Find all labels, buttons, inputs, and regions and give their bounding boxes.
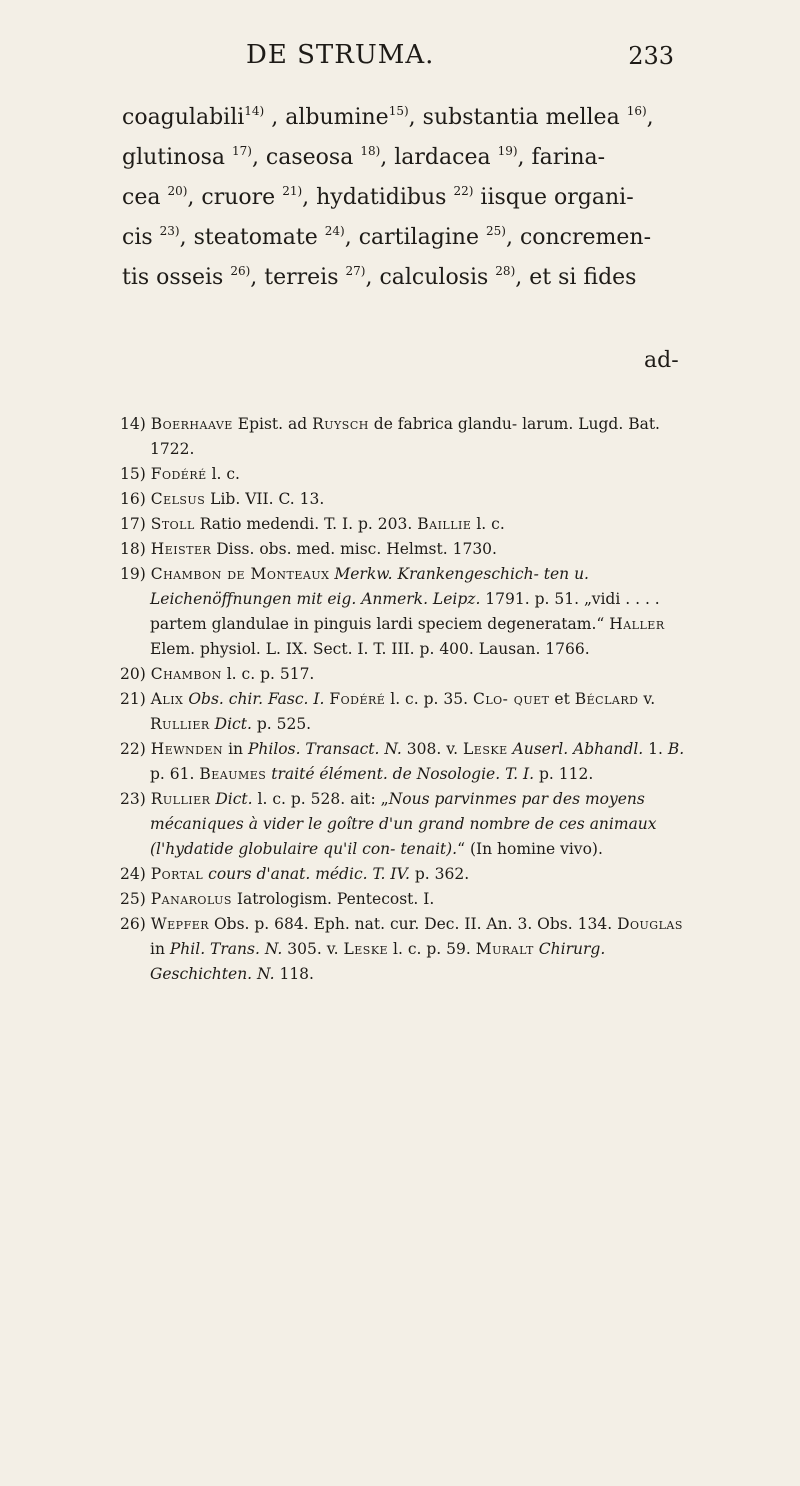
- text-run: 305. v.: [282, 940, 344, 958]
- footnote: [120, 512, 688, 537]
- author-name: Heister: [150, 540, 212, 558]
- author-name: Celsus: [150, 490, 206, 508]
- italic-title: Obs. chir. Fasc. I.: [188, 690, 325, 708]
- author-name: Béclard: [574, 690, 639, 708]
- text-run: cis: [122, 225, 160, 250]
- text-run: “ (In homine vivo).: [457, 840, 603, 858]
- text-run: Lib. VII. C. 13.: [205, 490, 325, 508]
- text-run: 23): [120, 790, 151, 808]
- text-run: in: [223, 740, 248, 758]
- text-line: [122, 258, 682, 298]
- text-run: , cruore: [187, 185, 283, 210]
- text-run: de fabrica glandu- larum. Lugd. Bat. 1722.: [150, 415, 660, 458]
- text-run: Elem. physiol. L. IX. Sect. I. T. III. p. 400. Lausan. 1766.: [150, 640, 590, 658]
- footnote: [120, 687, 688, 737]
- text-run: 14): [120, 415, 151, 433]
- footnote: [120, 412, 688, 462]
- author-name: Panarolus: [150, 890, 232, 908]
- author-name: Fodéré: [150, 465, 207, 483]
- text-run: 19): [120, 565, 151, 583]
- footnote-ref: 15): [388, 104, 409, 118]
- catchword: ad-: [644, 348, 679, 373]
- footnote: [120, 737, 688, 787]
- footnote-ref: 17): [231, 144, 252, 158]
- author-name: Leske: [463, 740, 508, 758]
- text-run: Epist. ad: [232, 415, 313, 433]
- text-run: , substantia mellea: [408, 105, 627, 130]
- text-run: p. 525.: [251, 715, 312, 733]
- text-run: cea: [122, 185, 168, 210]
- text-run: 118.: [274, 965, 314, 983]
- italic-title: Merkw. Krankengeschich- ten u. Leichenöffnungen mit eig. Anmerk. Leipz.: [150, 565, 589, 608]
- running-title: DE STRUMA.: [246, 40, 435, 70]
- text-run: 16): [120, 490, 151, 508]
- text-run: p. 112.: [534, 765, 594, 783]
- author-name: Beaumes: [199, 765, 267, 783]
- text-line: [122, 218, 682, 258]
- footnotes: [120, 412, 688, 987]
- text-run: 24): [120, 865, 151, 883]
- italic-title: B.: [667, 740, 685, 758]
- text-run: 26): [120, 915, 151, 933]
- author-name: Hewnden: [150, 740, 224, 758]
- text-run: , cartilagine: [344, 225, 486, 250]
- footnote: [120, 862, 688, 887]
- footnote-ref: 26): [230, 264, 251, 278]
- author-name: Stoll: [150, 515, 195, 533]
- text-run: p. 362.: [409, 865, 470, 883]
- author-name: Boerhaave: [150, 415, 233, 433]
- footnote: [120, 662, 688, 687]
- footnote-ref: 25): [486, 224, 506, 238]
- text-run: coagulabili: [122, 105, 245, 130]
- text-run: ,: [646, 105, 654, 130]
- footnote-ref: 14): [244, 104, 265, 118]
- author-name: Leske: [343, 940, 389, 958]
- text-run: l. c.: [206, 465, 240, 483]
- text-run: l. c.: [471, 515, 505, 533]
- text-run: 17): [120, 515, 151, 533]
- author-name: Chambon de Monteaux: [150, 565, 330, 583]
- text-run: l. c. p. 517.: [221, 665, 315, 683]
- text-run: , steatomate: [179, 225, 325, 250]
- italic-title: Auserl. Abhandl.: [512, 740, 644, 758]
- text-line: [122, 98, 682, 138]
- text-run: l. c. p. 528. ait: „: [252, 790, 389, 808]
- main-text: [122, 98, 682, 298]
- author-name: Haller: [609, 615, 665, 633]
- footnote-ref: 21): [282, 184, 303, 198]
- italic-title: Chirurg. Geschichten. N.: [150, 940, 606, 983]
- text-run: tis osseis: [122, 265, 231, 290]
- author-name: Chambon: [150, 665, 222, 683]
- text-run: l. c. p. 35.: [385, 690, 473, 708]
- text-run: 308. v.: [401, 740, 463, 758]
- text-run: Diss. obs. med. misc. Helmst. 1730.: [211, 540, 497, 558]
- text-run: et: [549, 690, 575, 708]
- footnote-ref: 23): [159, 224, 180, 238]
- author-name: Ruysch: [312, 415, 369, 433]
- footnote-ref: 16): [626, 104, 647, 118]
- author-name: Alix: [150, 690, 184, 708]
- author-name: Rullier: [150, 715, 210, 733]
- footnote-ref: 27): [345, 264, 366, 278]
- text-run: 1791. p. 51. „vidi . . . . partem glandulae in pinguis lardi speciem degeneratam.“: [150, 590, 660, 633]
- italic-title: traité élément. de Nosologie. T. I.: [271, 765, 535, 783]
- author-name: Portal: [150, 865, 204, 883]
- italic-title: Nous parvinmes par des moyens mécaniques à vider le goître d'un grand nombre de ces animaux (l'hydatide globulaire qu'il con- tenait).: [150, 790, 657, 858]
- text-run: Obs. p. 684. Eph. nat. cur. Dec. II. An. 3. Obs. 134.: [209, 915, 618, 933]
- text-run: , calculosis: [365, 265, 496, 290]
- text-run: 18): [120, 540, 151, 558]
- author-name: Douglas: [617, 915, 683, 933]
- text-line: [122, 138, 682, 178]
- footnote: [120, 562, 688, 662]
- footnote: [120, 912, 688, 987]
- text-run: 22): [120, 740, 151, 758]
- footnote: [120, 537, 688, 562]
- text-run: 25): [120, 890, 151, 908]
- text-run: , albumine: [264, 105, 389, 130]
- text-run: 20): [120, 665, 151, 683]
- text-run: , caseosa: [251, 145, 361, 170]
- text-run: , terreis: [250, 265, 346, 290]
- text-run: , farina-: [517, 145, 606, 170]
- text-run: glutinosa: [122, 145, 232, 170]
- text-run: in: [150, 940, 170, 958]
- text-line: [122, 178, 682, 218]
- text-run: , concremen-: [505, 225, 652, 250]
- footnote: [120, 462, 688, 487]
- italic-title: cours d'anat. médic. T. IV.: [208, 865, 410, 883]
- footnote-ref: 24): [324, 224, 345, 238]
- text-run: Iatrologism. Pentecost. I.: [231, 890, 435, 908]
- italic-title: Phil. Trans. N.: [169, 940, 283, 958]
- text-run: 21): [120, 690, 151, 708]
- footnote-ref: 22): [453, 184, 474, 198]
- text-run: v.: [638, 690, 656, 708]
- author-name: Baillie: [417, 515, 472, 533]
- footnote-ref: 20): [167, 184, 188, 198]
- text-run: 15): [120, 465, 151, 483]
- text-run: Ratio medendi. T. I. p. 203.: [194, 515, 418, 533]
- text-run: , hydatidibus: [302, 185, 454, 210]
- footnote: [120, 887, 688, 912]
- author-name: Wepfer: [150, 915, 210, 933]
- text-run: , lardacea: [380, 145, 498, 170]
- text-run: , et si fides: [515, 265, 637, 290]
- text-run: p. 61.: [150, 765, 200, 783]
- italic-title: Dict.: [215, 790, 253, 808]
- footnote-ref: 19): [497, 144, 518, 158]
- page-number: 233: [628, 42, 674, 70]
- author-name: Muralt: [475, 940, 534, 958]
- footnote: [120, 487, 688, 512]
- footnote-ref: 18): [360, 144, 381, 158]
- text-run: l. c. p. 59.: [388, 940, 476, 958]
- author-name: Clo- quet: [472, 690, 550, 708]
- footnote: [120, 787, 688, 862]
- italic-title: Dict.: [214, 715, 252, 733]
- text-run: 1.: [643, 740, 668, 758]
- text-run: iisque organi-: [473, 185, 634, 210]
- author-name: Rullier: [150, 790, 211, 808]
- footnote-ref: 28): [495, 264, 516, 278]
- page-header: [0, 40, 800, 80]
- italic-title: Philos. Transact. N.: [247, 740, 402, 758]
- author-name: Fodéré: [329, 690, 386, 708]
